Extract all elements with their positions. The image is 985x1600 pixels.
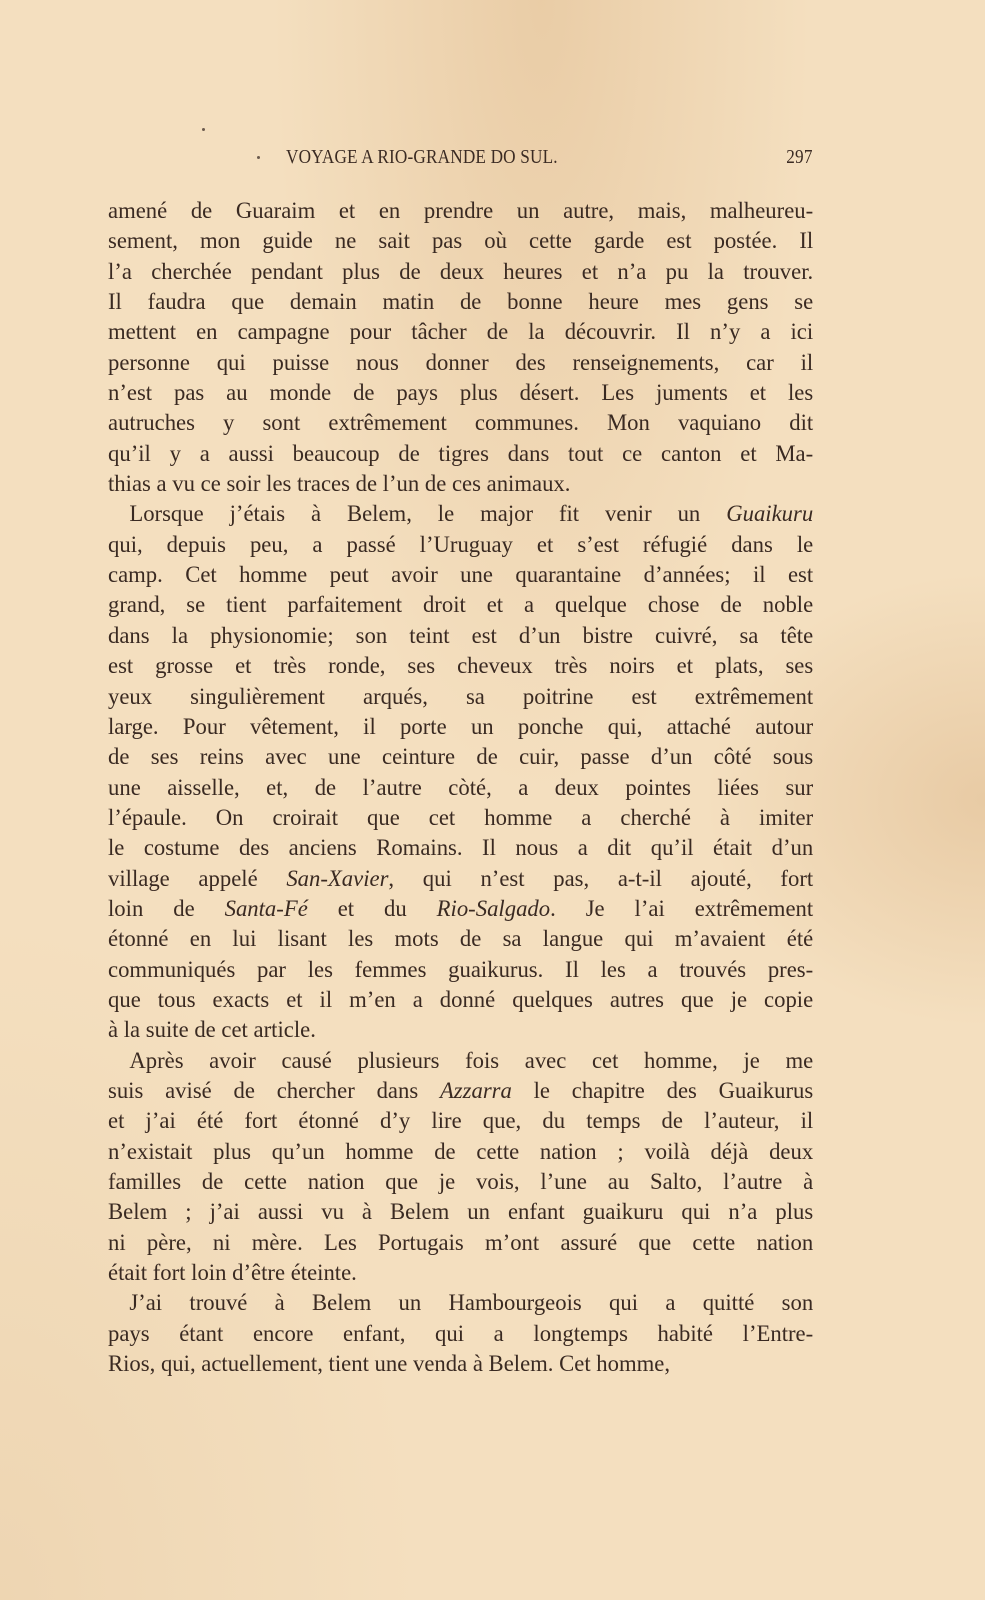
paragraph: [108, 499, 813, 1045]
paragraph: [108, 196, 813, 499]
text-line: [108, 864, 813, 894]
text-run: de ses reins avec une ceinture de cuir, passe d’un côté sous: [108, 744, 814, 771]
text-run: pays étant encore enfant, qui a longtemps habité l’Entre-: [108, 1320, 814, 1347]
text-line: [108, 439, 813, 469]
text-run: une aisselle, et, de l’autre còté, a deux pointes liées sur: [108, 774, 814, 801]
text-run: familles de cette nation que je vois, l’une au Salto, l’autre à: [108, 1169, 814, 1195]
text-line: [108, 985, 813, 1015]
text-run: autruches y sont extrêmement communes. Mon vaquiano dit: [108, 410, 814, 437]
text-line: [108, 1106, 813, 1136]
text-line: [108, 1197, 813, 1227]
text-line: [108, 955, 813, 985]
text-line: [108, 742, 813, 772]
text-line: [108, 1167, 813, 1197]
text-run: est grosse et très ronde, ses cheveux très noirs et plats, ses: [108, 653, 814, 680]
text-line: [108, 196, 813, 226]
text-line: [108, 317, 813, 347]
text-line: [108, 1319, 813, 1349]
text-run: n’est pas au monde de pays plus désert. Les juments et les: [108, 380, 814, 407]
text-run: Rios, qui, actuellement, tient une venda à Belem. Cet homme,: [108, 1351, 671, 1378]
text-run: grand, se tient parfaitement droit et a quelque chose de noble: [108, 592, 814, 619]
text-run: mettent en campagne pour tâcher de la découvrir. Il n’y a ici: [108, 319, 814, 346]
text-run: large. Pour vêtement, il porte un ponche qui, attaché autour: [108, 713, 814, 740]
text-run: Il faudra que demain matin de bonne heure mes gens se: [108, 289, 814, 316]
italic-term: Santa-Fé: [224, 895, 308, 922]
text-run: sement, mon guide ne sait pas où cette garde est postée. Il: [108, 228, 814, 255]
text-line: [108, 287, 813, 317]
text-line: [108, 348, 813, 378]
text-run: Lorsque j’étais à Belem, le major fit venir un: [129, 501, 727, 528]
text-run: étonné en lui lisant les mots de sa langue qui m’avaient été: [108, 926, 814, 953]
italic-term: Rio-Salgado: [436, 895, 551, 922]
text-line: [108, 1228, 813, 1258]
text-line: [108, 1349, 813, 1379]
text-line: [108, 257, 813, 287]
text-line: [108, 894, 813, 924]
text-run: à la suite de cet article.: [108, 1017, 316, 1044]
text-line: [108, 651, 813, 681]
text-run: qui, depuis peu, a passé l’Uruguay et s’est réfugié dans le: [108, 531, 814, 558]
paragraph: [108, 1046, 813, 1289]
text-run: thias a vu ce soir les traces de l’un de ces animaux.: [108, 471, 571, 498]
text-run: était fort loin d’être éteinte.: [108, 1260, 357, 1287]
text-line: [108, 773, 813, 803]
text-line: [108, 1137, 813, 1167]
running-head: [108, 146, 813, 170]
text-line: [108, 682, 813, 712]
text-run: village appelé: [108, 865, 287, 892]
text-run: ni père, ni mère. Les Portugais m’ont assuré que cette nation: [108, 1229, 814, 1256]
text-run: camp. Cet homme peut avoir une quarantaine d’années; il est: [108, 562, 814, 589]
text-run: yeux singulièrement arqués, sa poitrine est extrêmement: [108, 683, 814, 710]
text-line: [108, 226, 813, 256]
text-line: [108, 469, 813, 499]
text-run: qu’il y a aussi beaucoup de tigres dans tout ce canton et Ma-: [108, 440, 814, 467]
text-run: le costume des anciens Romains. Il nous a dit qu’il était d’un: [108, 835, 814, 862]
paragraph: [108, 1288, 813, 1379]
text-run: le chapitre des Guaikurus: [511, 1077, 814, 1104]
text-run: l’a cherchée pendant plus de deux heures et n’a pu la trouver.: [108, 258, 814, 285]
text-line: [108, 560, 813, 590]
text-line: [108, 803, 813, 833]
text-run: loin de: [108, 895, 225, 922]
text-run: amené de Guaraim et en prendre un autre, mais, malheureu-: [108, 198, 814, 224]
ink-speck: [202, 128, 205, 131]
text-run: Belem ; j’ai aussi vu à Belem un enfant guaikuru qui n’a plus: [108, 1199, 814, 1226]
text-run: personne qui puisse nous donner des renseignements, car il: [108, 349, 814, 376]
text-run: et j’ai été fort étonné d’y lire que, du temps de l’auteur, il: [108, 1108, 814, 1135]
text-run: , qui n’est pas, a-t-il ajouté, fort: [388, 865, 814, 892]
text-run: n’existait plus qu’un homme de cette nation ; voilà déjà deux: [108, 1138, 814, 1165]
text-line: [108, 1076, 813, 1106]
text-line: [108, 924, 813, 954]
body-text: [108, 196, 813, 1379]
page-number: 297: [786, 146, 813, 168]
running-title: VOYAGE A RIO-GRANDE DO SUL.: [286, 146, 558, 168]
italic-term: Guaikuru: [726, 501, 814, 528]
text-run: Après avoir causé plusieurs fois avec cet homme, je me: [129, 1047, 814, 1074]
text-line: [108, 499, 813, 529]
text-line: [108, 833, 813, 863]
text-line: [108, 530, 813, 560]
text-run: communiqués par les femmes guaikurus. Il les a trouvés pres-: [108, 956, 814, 983]
text-line: [108, 408, 813, 438]
text-run: et du: [307, 895, 437, 922]
text-run: l’épaule. On croirait que cet homme a cherché à imiter: [108, 804, 814, 831]
text-run: . Je l’ai extrêmement: [550, 895, 814, 922]
text-line: [108, 590, 813, 620]
text-line: [108, 1258, 813, 1288]
text-line: [108, 1288, 813, 1318]
text-run: suis avisé de chercher dans: [108, 1077, 440, 1104]
text-line: [108, 378, 813, 408]
text-line: [108, 621, 813, 651]
text-line: [108, 712, 813, 742]
text-line: [108, 1015, 813, 1045]
text-run: J’ai trouvé à Belem un Hambourgeois qui a quitté son: [129, 1290, 814, 1317]
text-run: dans la physionomie; son teint est d’un bistre cuivré, sa tête: [108, 622, 814, 649]
italic-term: San-Xavier: [286, 865, 389, 892]
text-run: que tous exacts et il m’en a donné quelques autres que je copie: [108, 986, 814, 1013]
text-line: [108, 1046, 813, 1076]
italic-term: Azzarra: [439, 1077, 512, 1104]
